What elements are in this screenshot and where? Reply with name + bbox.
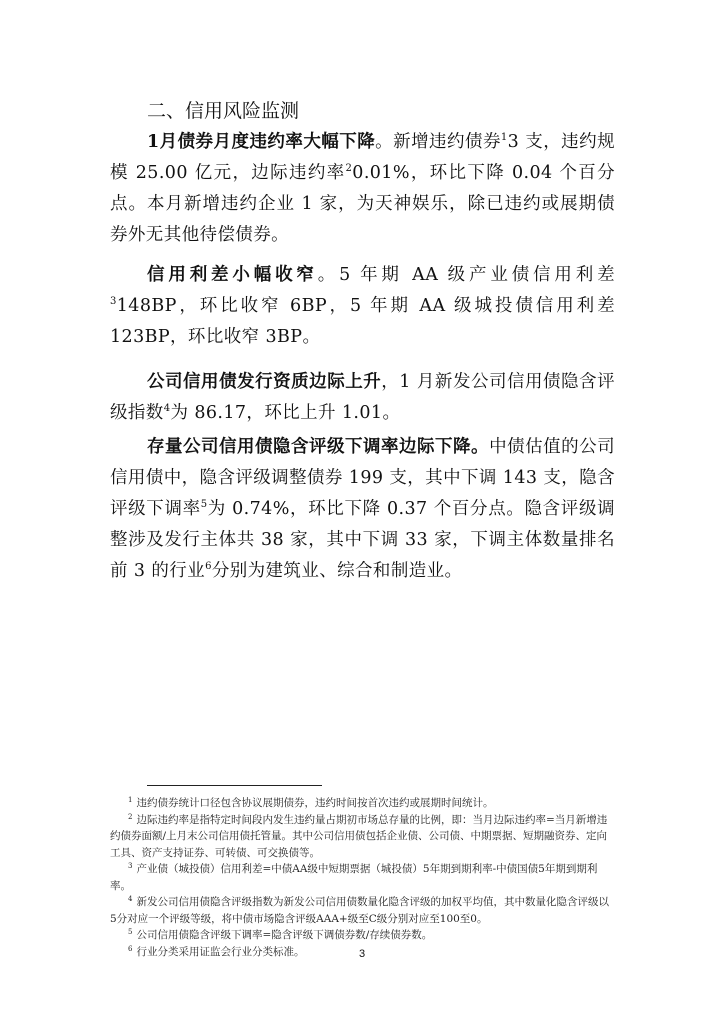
paragraph-text: 中债估值的公司信用债中，隐含评级调整债券 199 支，其中下调 143 支，隐含评级下调率: [110, 437, 615, 519]
footnote-mark: 5: [128, 928, 133, 936]
footnotes: [110, 795, 615, 960]
footnote-ref[interactable]: 1: [500, 132, 508, 143]
paragraph-lead: 信用利差小幅收窄: [147, 265, 318, 285]
paragraph-text: 3 支，违约规模 25.00 亿元，边际违约率: [110, 132, 615, 183]
footnote-ref[interactable]: 3: [110, 296, 117, 307]
paragraph-lead: 存量公司信用债隐含评级下调率边际下降。: [147, 437, 490, 457]
footnote-divider: [147, 785, 322, 786]
footnote: [110, 861, 615, 894]
footnote-ref[interactable]: 6: [205, 561, 212, 572]
footnote-text: 产业债（城投债）信用利差=中债AA级中短期票据（城投债）5年期到期利率-中债国债5年期到期利率。: [110, 863, 598, 892]
footnote-text: 边际违约率是指特定时间段内发生违约量占期初市场总存量的比例，即：当月边际违约率=当月新增违约债券面额/上月末公司信用债托管量。其中公司信用债包括企业债、公司债、中期票据、短期融资券、定向工具、资产支持证券、可转债、可交换债等。: [110, 813, 608, 859]
paragraph-text: ，1 月新发公司信用债隐含评级指数: [110, 372, 616, 423]
footnote: [110, 927, 615, 944]
paragraph-text: 0.01%，环比下降 0.04 个百分点。本月新增违约企业 1 家，为天神娱乐，除已违约或展期债券外无其他待偿债券。: [110, 163, 615, 245]
paragraph-default-rate: [110, 127, 615, 251]
paragraph-text: 148BP，环比收窄 6BP，5 年期 AA 级城投债信用利差 123BP，环比收窄 3BP。: [110, 296, 615, 347]
footnote-text: 公司信用债隐含评级下调率=隐含评级下调债券数/存续债券数。: [136, 929, 433, 941]
paragraph-downgrade-rate: [110, 432, 615, 587]
paragraph-text: 为 86.17，环比上升 1.01。: [170, 403, 401, 423]
footnote-ref[interactable]: 2: [345, 163, 353, 174]
footnote: [110, 894, 615, 927]
page-number: 3: [358, 948, 366, 960]
footnote-text: 违约债券统计口径包含协议展期债券，违约时间按首次违约或展期时间统计。: [136, 797, 494, 809]
footnote-ref[interactable]: 4: [163, 403, 171, 414]
footnote-text: 行业分类采用证监会行业分类标准。: [136, 945, 305, 958]
section-heading: 二、信用风险监测: [147, 100, 300, 122]
footnote: [110, 812, 615, 862]
footnote-mark: 3: [128, 862, 133, 870]
paragraph-text: 。新增违约债券: [375, 132, 501, 152]
paragraph-issuance-quality: [110, 367, 615, 429]
footnote-text: 新发公司信用债隐含评级指数为新发公司信用债数量化隐含评级的加权平均值，其中数量化隐含评级以5分对应一个评级等级，将中债市场隐含评级AAA+级至C级分别对应至100至0。: [110, 896, 609, 925]
footnote: [110, 795, 615, 812]
footnote-mark: 1: [128, 796, 133, 804]
footnote-ref[interactable]: 5: [200, 499, 208, 510]
paragraph-lead: 1月债券月度违约率大幅下降: [147, 132, 376, 152]
paragraph-lead: 公司信用债发行资质边际上升: [147, 372, 382, 392]
paragraph-text: 分别为建筑业、综合和制造业。: [211, 561, 463, 581]
paragraph-credit-spread: [110, 260, 615, 353]
paragraph-text: 。5 年期 AA 级产业债信用利差: [317, 265, 615, 285]
footnote-mark: 6: [128, 944, 133, 953]
paragraph-text: 为 0.74%，环比下降 0.37 个百分点。隐含评级调整涉及发行主体共 38 家，其中下调 33 家，下调主体数量排名前 3 的行业: [110, 499, 616, 581]
footnote-mark: 2: [128, 812, 133, 821]
footnote-mark: 4: [128, 895, 133, 903]
